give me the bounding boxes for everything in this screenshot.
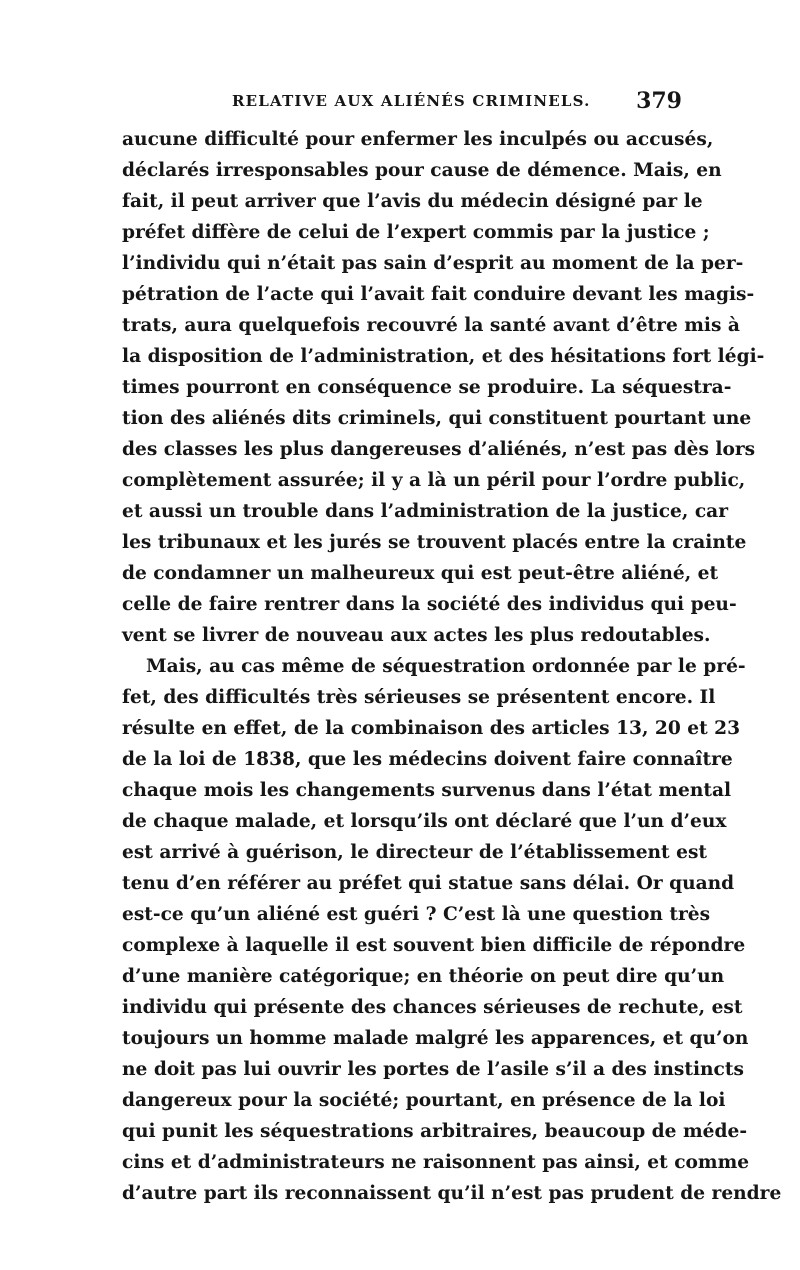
text-line: qui punit les séquestrations arbitraires, beaucoup de méde- (122, 1121, 748, 1142)
text-line: de chaque malade, et lorsqu’ils ont déclaré que l’un d’eux (122, 811, 727, 832)
text-line: la disposition de l’administration, et des hésitations fort légi- (122, 346, 765, 367)
text-line: d’une manière catégorique; en théorie on peut dire qu’un (122, 966, 725, 987)
text-line: préfet diffère de celui de l’expert commis par la justice ; (122, 222, 710, 243)
text-line: résulte en effet, de la combinaison des articles 13, 20 et 23 (122, 718, 741, 739)
page-number: 379 (636, 88, 682, 114)
text-line: chaque mois les changements survenus dans l’état mental (122, 780, 732, 801)
text-line: aucune difficulté pour enfermer les inculpés ou accusés, (122, 129, 714, 150)
paragraph-last-line: vent se livrer de nouveau aux actes les plus redoutables. (122, 625, 711, 646)
text-line: times pourront en conséquence se produire. La séquestra- (122, 377, 732, 398)
text-line: complexe à laquelle il est souvent bien difficile de répondre (122, 935, 746, 956)
running-head (122, 88, 682, 118)
running-title: RELATIVE AUX ALIÉNÉS CRIMINELS. (232, 92, 591, 110)
body-text (122, 124, 782, 1209)
text-line: complètement assurée; il y a là un péril pour l’ordre public, (122, 470, 746, 491)
text-line: dangereux pour la société; pourtant, en présence de la loi (122, 1090, 726, 1111)
text-line: trats, aura quelquefois recouvré la santé avant d’être mis à (122, 315, 740, 336)
text-line: l’individu qui n’était pas sain d’esprit au moment de la per- (122, 253, 744, 274)
text-line: et aussi un trouble dans l’administration de la justice, car (122, 501, 728, 522)
text-line: toujours un homme malade malgré les apparences, et qu’on (122, 1028, 749, 1049)
text-line: individu qui présente des chances sérieuses de rechute, est (122, 997, 743, 1018)
text-line: tion des aliénés dits criminels, qui constituent pourtant une (122, 408, 752, 429)
text-line: tenu d’en référer au préfet qui statue sans délai. Or quand (122, 873, 735, 894)
text-line: des classes les plus dangereuses d’aliénés, n’est pas dès lors (122, 439, 756, 460)
text-line: les tribunaux et les jurés se trouvent placés entre la crainte (122, 532, 747, 553)
text-line: d’autre part ils reconnaissent qu’il n’est pas prudent de rendre (122, 1183, 782, 1204)
text-line: de la loi de 1838, que les médecins doivent faire connaître (122, 749, 733, 770)
text-line: est-ce qu’un aliéné est guéri ? C’est là une question très (122, 904, 711, 925)
text-line: celle de faire rentrer dans la société des individus qui peu- (122, 594, 737, 615)
text-line: est arrivé à guérison, le directeur de l’établissement est (122, 842, 707, 863)
text-line: de condamner un malheureux qui est peut-être aliéné, et (122, 563, 719, 584)
text-line: pétration de l’acte qui l’avait fait conduire devant les magis- (122, 284, 755, 305)
text-line: fet, des difficultés très sérieuses se présentent encore. Il (122, 687, 716, 708)
paragraph-first-line: Mais, au cas même de séquestration ordonnée par le pré- (146, 656, 746, 677)
text-line: déclarés irresponsables pour cause de démence. Mais, en (122, 160, 722, 181)
text-line: fait, il peut arriver que l’avis du médecin désigné par le (122, 191, 703, 212)
text-line: ne doit pas lui ouvrir les portes de l’asile s’il a des instincts (122, 1059, 744, 1080)
text-line: cins et d’administrateurs ne raisonnent pas ainsi, et comme (122, 1152, 750, 1173)
